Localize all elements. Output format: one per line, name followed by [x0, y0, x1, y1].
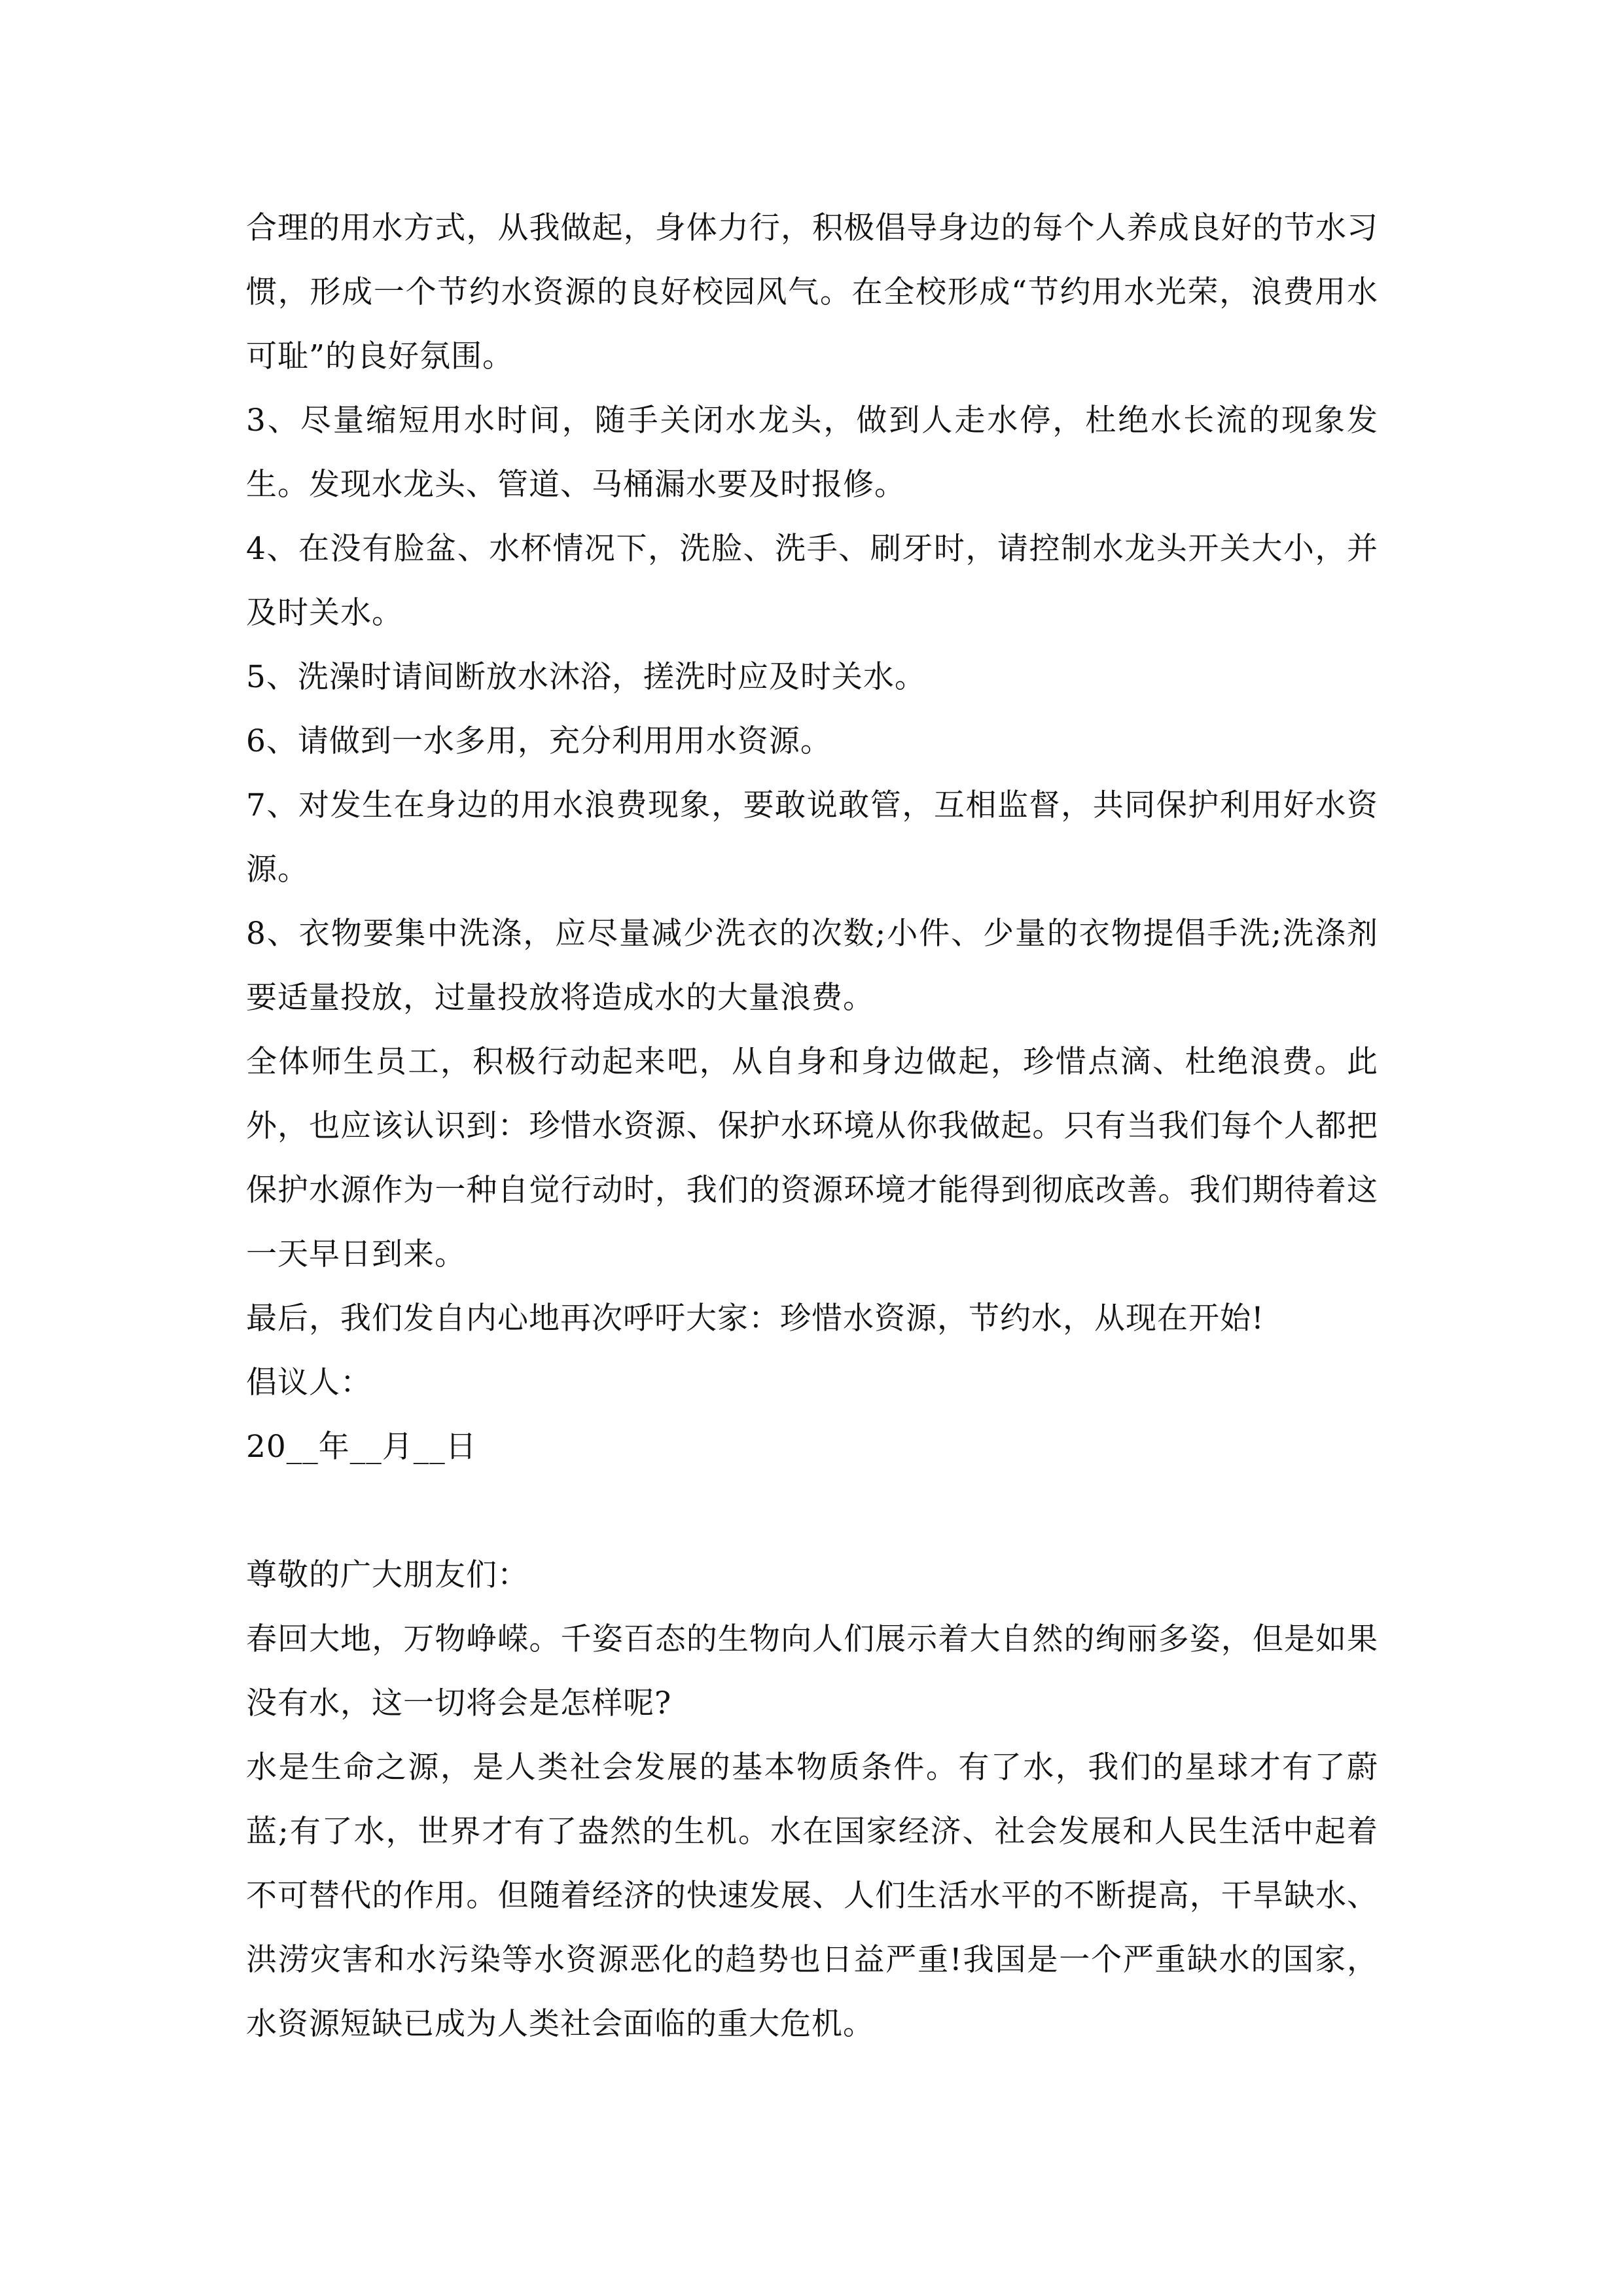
body-paragraph: 春回大地，万物峥嵘。千姿百态的生物向人们展示着大自然的绚丽多姿，但是如果没有水，这一切将会是怎样呢?	[246, 1621, 1378, 1721]
date-line: 20__年__月__日	[246, 1429, 477, 1465]
intro-paragraph-tail: 合理的用水方式，从我做起，身体力行，积极倡导身边的每个人养成良好的节水习惯，形成一个节约水资源的良好校园风气。在全校形成“节约用水光荣，浪费用水可耻”的良好氛围。	[246, 210, 1378, 374]
list-item: 6、请做到一水多用，充分利用用水资源。	[246, 723, 832, 759]
closing-paragraph: 全体师生员工，积极行动起来吧，从自身和身边做起，珍惜点滴、杜绝浪费。此外，也应该认识到：珍惜水资源、保护水环境从你我做起。只有当我们每个人都把保护水源作为一种自觉行动时，我们的资源环境才能得到彻底改善。我们期待着这一天早日到来。	[246, 1044, 1378, 1272]
body-paragraph: 水是生命之源，是人类社会发展的基本物质条件。有了水，我们的星球才有了蔚蓝;有了水，世界才有了盎然的生机。水在国家经济、社会发展和人民生活中起着不可替代的作用。但随着经济的快速发展、人们生活水平的不断提高，干旱缺水、洪涝灾害和水污染等水资源恶化的趋势也日益严重!我国是一个严重缺水的国家，水资源短缺已成为人类社会面临的重大危机。	[246, 1749, 1378, 2042]
list-item: 8、衣物要集中洗涤，应尽量减少洗衣的次数;小件、少量的衣物提倡手洗;洗涤剂要适量投放，过量投放将造成水的大量浪费。	[246, 916, 1378, 1016]
section-spacer	[246, 1479, 1378, 1543]
list-item: 4、在没有脸盆、水杯情况下，洗脸、洗手、刷牙时，请控制水龙头开关大小，并及时关水。	[246, 531, 1378, 631]
signatory-label: 倡议人：	[246, 1365, 372, 1401]
list-item: 5、洗澡时请间断放水沐浴，搓洗时应及时关水。	[246, 659, 926, 695]
final-call-paragraph: 最后，我们发自内心地再次呼吁大家：珍惜水资源，节约水，从现在开始!	[246, 1300, 1264, 1336]
list-item: 3、尽量缩短用水时间，随手关闭水龙头，做到人走水停，杜绝水长流的现象发生。发现水龙头、管道、马桶漏水要及时报修。	[246, 403, 1378, 503]
greeting: 尊敬的广大朋友们：	[246, 1557, 529, 1593]
list-item: 7、对发生在身边的用水浪费现象，要敢说敢管，互相监督，共同保护利用好水资源。	[246, 787, 1378, 888]
document-body	[246, 196, 1378, 2056]
